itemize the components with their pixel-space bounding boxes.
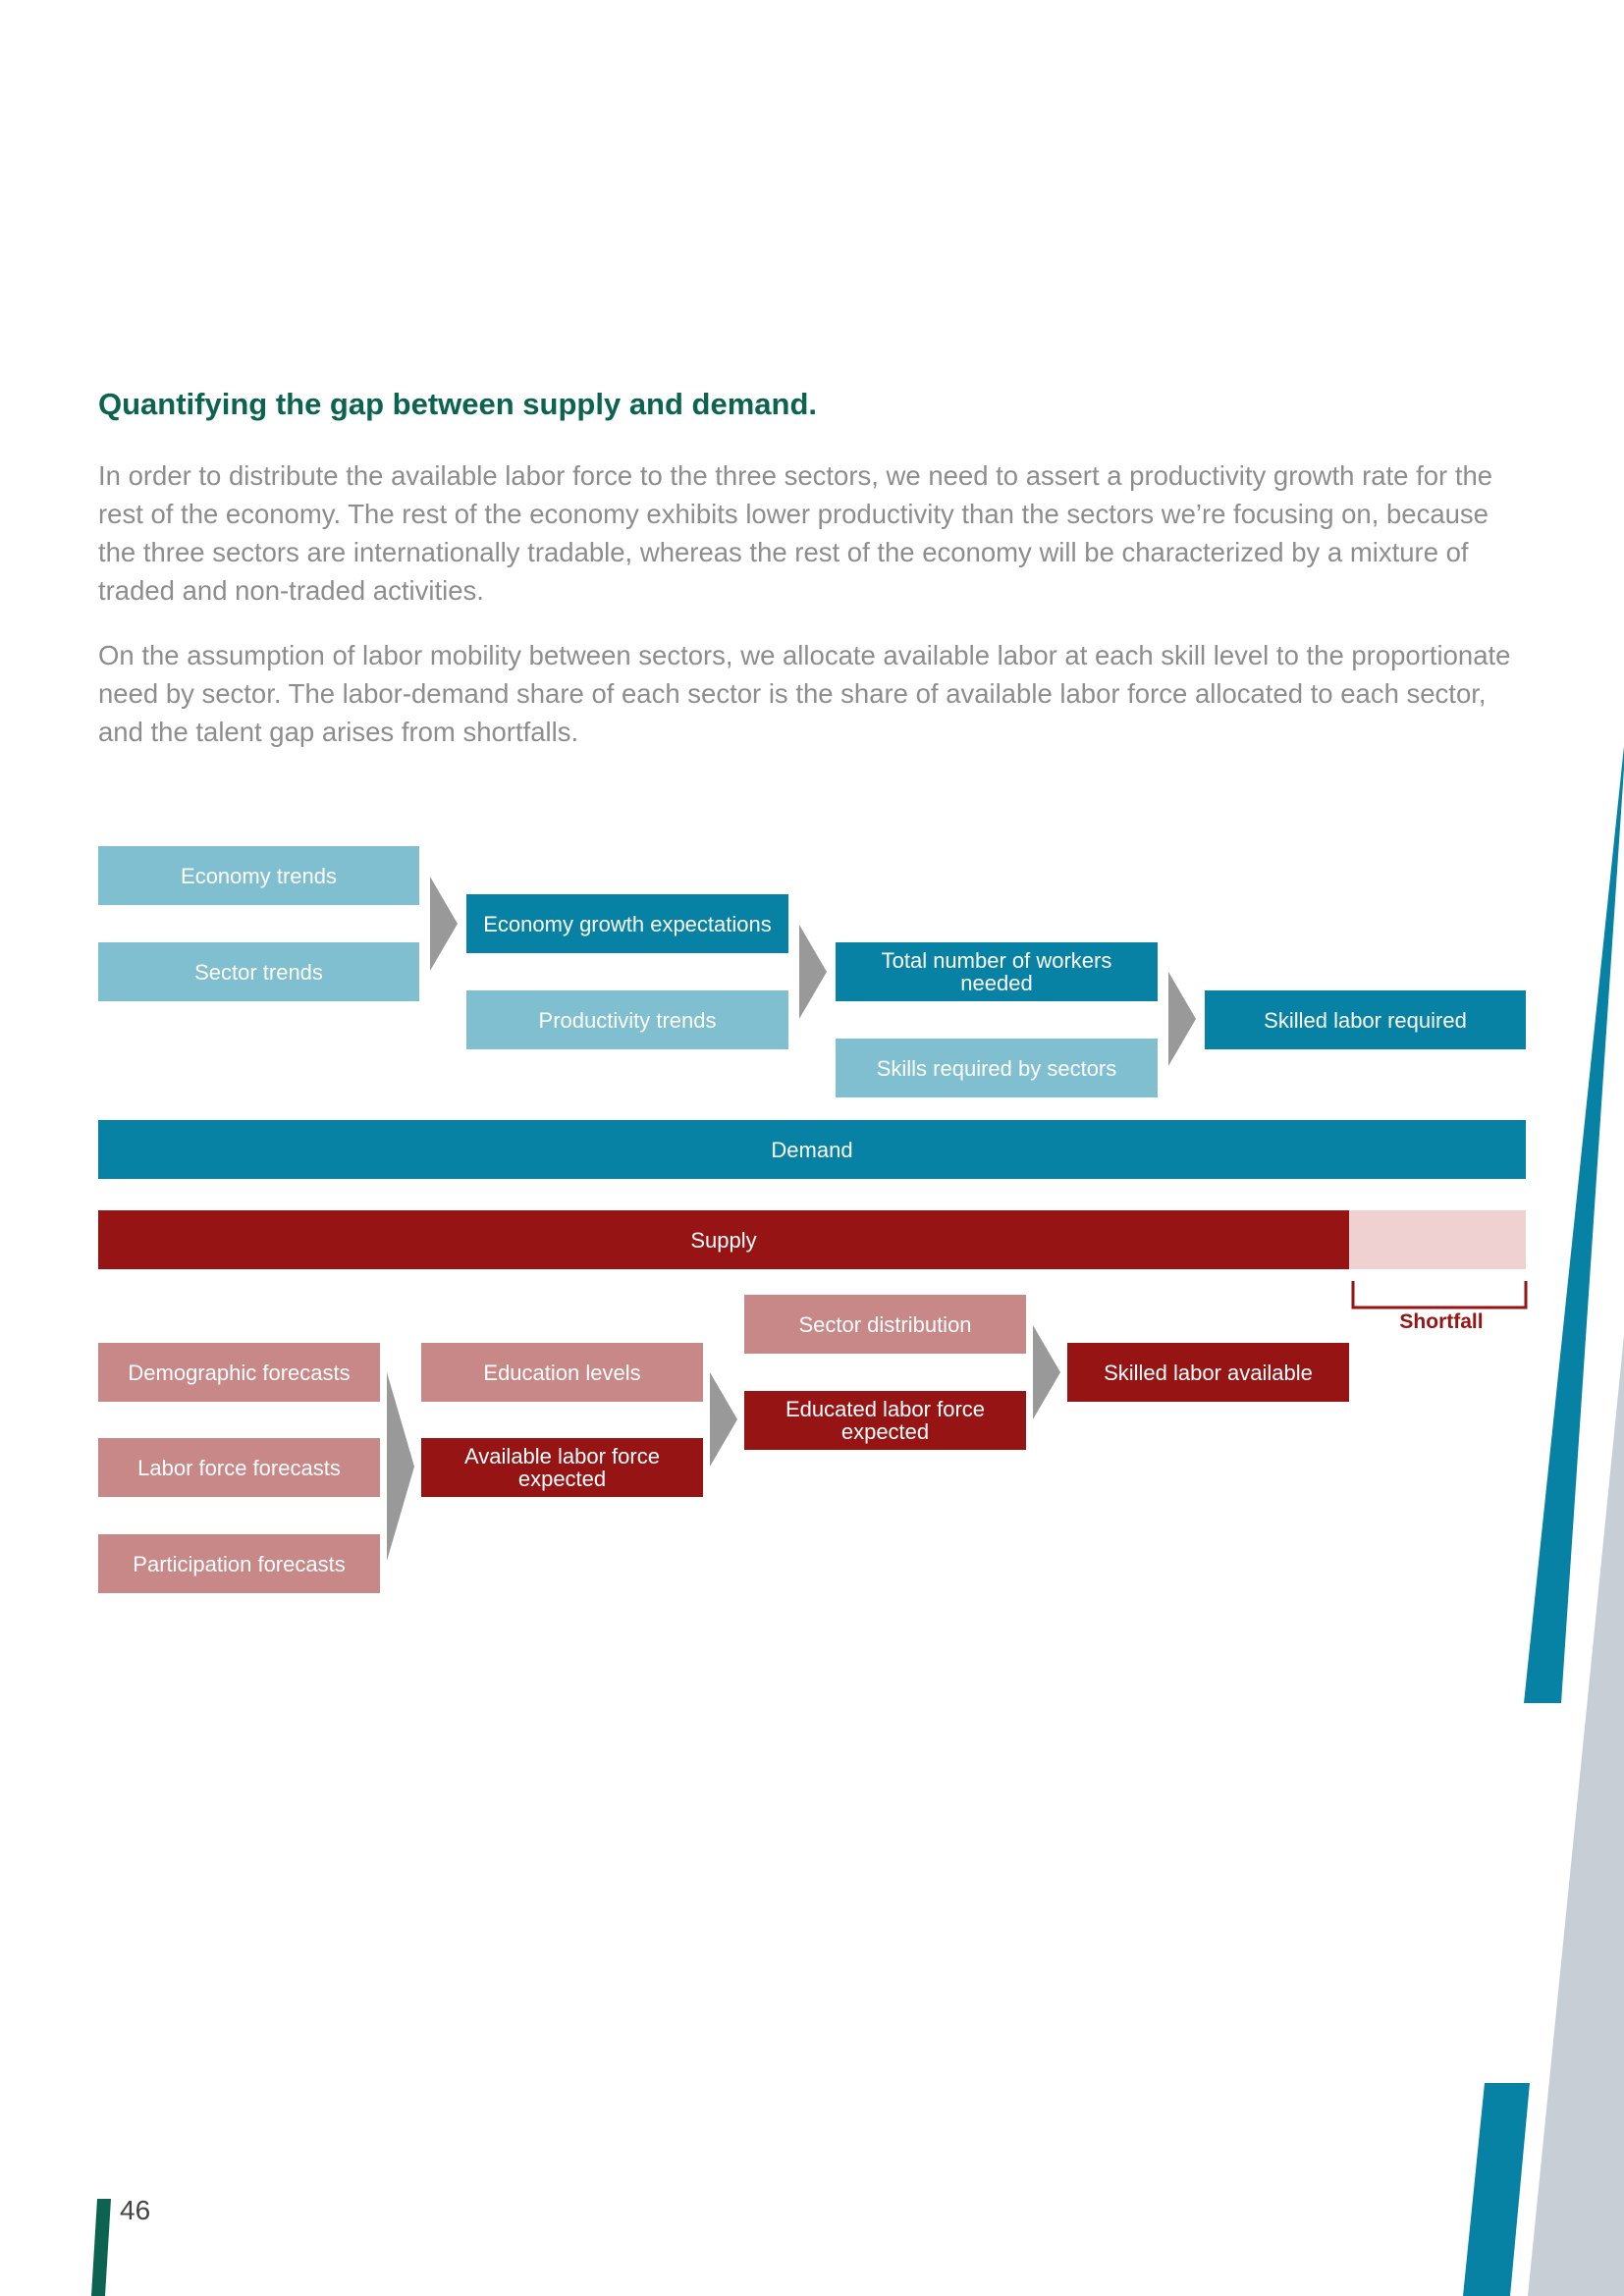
section-heading: Quantifying the gap between supply and demand. <box>98 387 818 421</box>
demand-bar: Demand <box>98 1120 1526 1179</box>
education-levels-box: Education levels <box>421 1343 703 1402</box>
educated-labor-force-box: Educated labor force expected <box>744 1391 1026 1450</box>
page-number-bar <box>91 2199 111 2296</box>
shortfall-bracket <box>1351 1281 1528 1310</box>
skills-required-box: Skills required by sectors <box>836 1039 1158 1097</box>
total-workers-box: Total number of workers needed <box>836 942 1158 1001</box>
accent-stripe-bottom <box>1463 2083 1530 2296</box>
arrow-icon <box>799 925 827 1019</box>
arrow-icon <box>387 1372 414 1561</box>
arrow-icon <box>1033 1325 1060 1419</box>
sector-distribution-box: Sector distribution <box>744 1295 1026 1354</box>
arrow-icon <box>1168 972 1196 1066</box>
shortfall-label: Shortfall <box>1399 1310 1484 1333</box>
shortfall-segment <box>1349 1210 1526 1269</box>
body-paragraph-2: On the assumption of labor mobility between sectors, we allocate available labor at each skill level to the proportionate need by sector. The labor-demand share of each sector is the share of available labor force allocated to each sector, and the talent gap arises from shortfalls. <box>98 640 1511 747</box>
economy-growth-box: Economy growth expectations <box>466 894 788 953</box>
body-paragraph-1: In order to distribute the available labor force to the three sectors, we need to assert a productivity growth rate for the rest of the economy. The rest of the economy exhibits lower productivity than the sectors we’re focusing on, because the three sectors are internationally tradable, whereas the rest of the economy will be characterized by a mixture of traded and non-traded activities. <box>98 460 1493 606</box>
sector-trends-box: Sector trends <box>98 942 419 1001</box>
productivity-trends-box: Productivity trends <box>466 990 788 1049</box>
labor-force-forecasts-box: Labor force forecasts <box>98 1438 380 1497</box>
skilled-labor-required-box: Skilled labor required <box>1205 990 1526 1049</box>
economy-trends-box: Economy trends <box>98 846 419 905</box>
arrow-icon <box>430 877 458 971</box>
page-number: 46 <box>120 2195 151 2225</box>
skilled-labor-available-box: Skilled labor available <box>1067 1343 1349 1402</box>
participation-forecasts-box: Participation forecasts <box>98 1534 380 1593</box>
demographic-forecasts-box: Demographic forecasts <box>98 1343 380 1402</box>
supply-bar: Supply <box>98 1210 1349 1269</box>
arrow-icon <box>710 1372 737 1467</box>
available-labor-force-box: Available labor force expected <box>421 1438 703 1497</box>
